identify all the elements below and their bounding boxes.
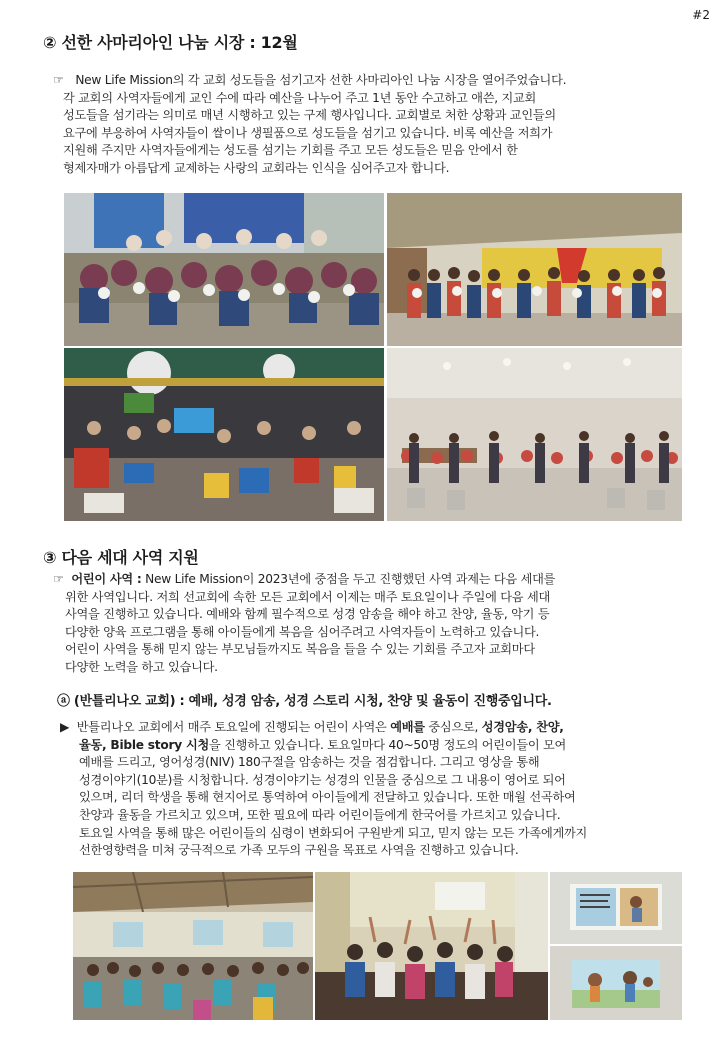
photo-bible-story-screen-1 [550,872,682,944]
section3-paragraph: ☞ 어린이 사역 : New Life Mission이 2023년에 중점을 두고 진행했던 사역 과제는 다음 세대를 위한 사역입니다. 저희 선교회에 속한 모든 교회에서 이제는 매주 토요일이나 주일에 다음 세대 사역을 진행하고 있습니다. 예배와 함께 필수적으로 성경 암송을 해야 하고 찬양, 율동, 악기 등 다양한 양육 프로그램을 통해 아이들에게 복음을 심어주려고 사역자들이 노력하고 있습니다. 어린이 사역을 통해 믿지 않는 부모님들까지도 복음을 들을 수 있는 기회를 주고자 교회마다 다양한 노력을 하고 있습니다. [53,572,556,674]
subsection-heading: ⓐ (반틀리나오 교회) : 예배, 성경 암송, 성경 스토리 시청, 찬양 및 율동이 진행중입니다. [57,694,552,709]
pointing-hand-icon: ☞ [53,572,64,586]
section2-title: ② 선한 사마리아인 나눔 시장 : 12월 [43,33,298,52]
section2-paragraph: ☞ New Life Mission의 각 교회 성도들을 섬기고자 선한 사마리아인 나눔 시장을 열어주었습니다. 각 교회의 사역자들에게 교인 수에 따라 예산을 나누어 주고 1년 동안 수고하고 애쓴, 지교회 성도들을 섬기라는 의미로 매년 시행하고 있는 구제 행사입니다. 교회별로 처한 상황과 교인들의 요구에 부응하여 사역자들이 쌀이나 생필품으로 성도들을 섬기고 있습니다. 비록 예산을 저희가 지원해 주지만 사역자들에게는 성도를 섬기는 기회를 주고 모든 성도들은 믿음 안에서 한 형제자매가 아름답게 교제하는 사랑의 교회라는 인식을 심어주고자 합니다. [53,73,567,175]
arrow-bullet-icon: ▶ [60,720,70,734]
photo-market-hall-group [387,348,682,521]
photo-market-group-seated [64,193,384,346]
photo-children-worship-hall [73,872,313,1020]
photo-children-praise-dance [315,872,548,1020]
section3-title: ③ 다음 세대 사역 지원 [43,548,199,567]
detail-paragraph: ▶ 반틀리나오 교회에서 매주 토요일에 진행되는 어린이 사역은 예배를 중심으로, 성경암송, 찬양, 율동, Bible story 시청을 진행하고 있습니다. 토요일마다 40~50명 정도의 어린이들이 모여 예배를 드리고, 영어성경(NIV) 180구절을 암송하는 것을 점검합니다. 그리고 영상을 통해 성경이야기(10분)를 시청합니다. 성경이야기는 성경의 인물을 중심으로 그 내용이 영어로 되어 있으며, 리더 학생을 통해 현지어로 통역하여 아이들에게 전달하고 있습니다. 또한 매월 선곡하여 찬양과 율동을 가르치고 있으며, 또한 필요에 따라 어린이들에게 한국어를 가르치고 있습니다. 토요일 사역을 통해 많은 어린이들의 심령이 변화되어 구원받게 되고, 믿지 않는 모든 가족에게까지 선한영향력을 미쳐 궁극적으로 가족 모두의 구원을 목표로 사역을 진행하고 있습니다. [60,720,588,858]
pointing-hand-icon: ☞ [53,73,64,87]
photo-market-goods-crowd [64,348,384,521]
photo-market-group-standing [387,193,682,346]
page-number: #2 [692,8,710,22]
photo-bible-story-screen-2 [550,946,682,1020]
